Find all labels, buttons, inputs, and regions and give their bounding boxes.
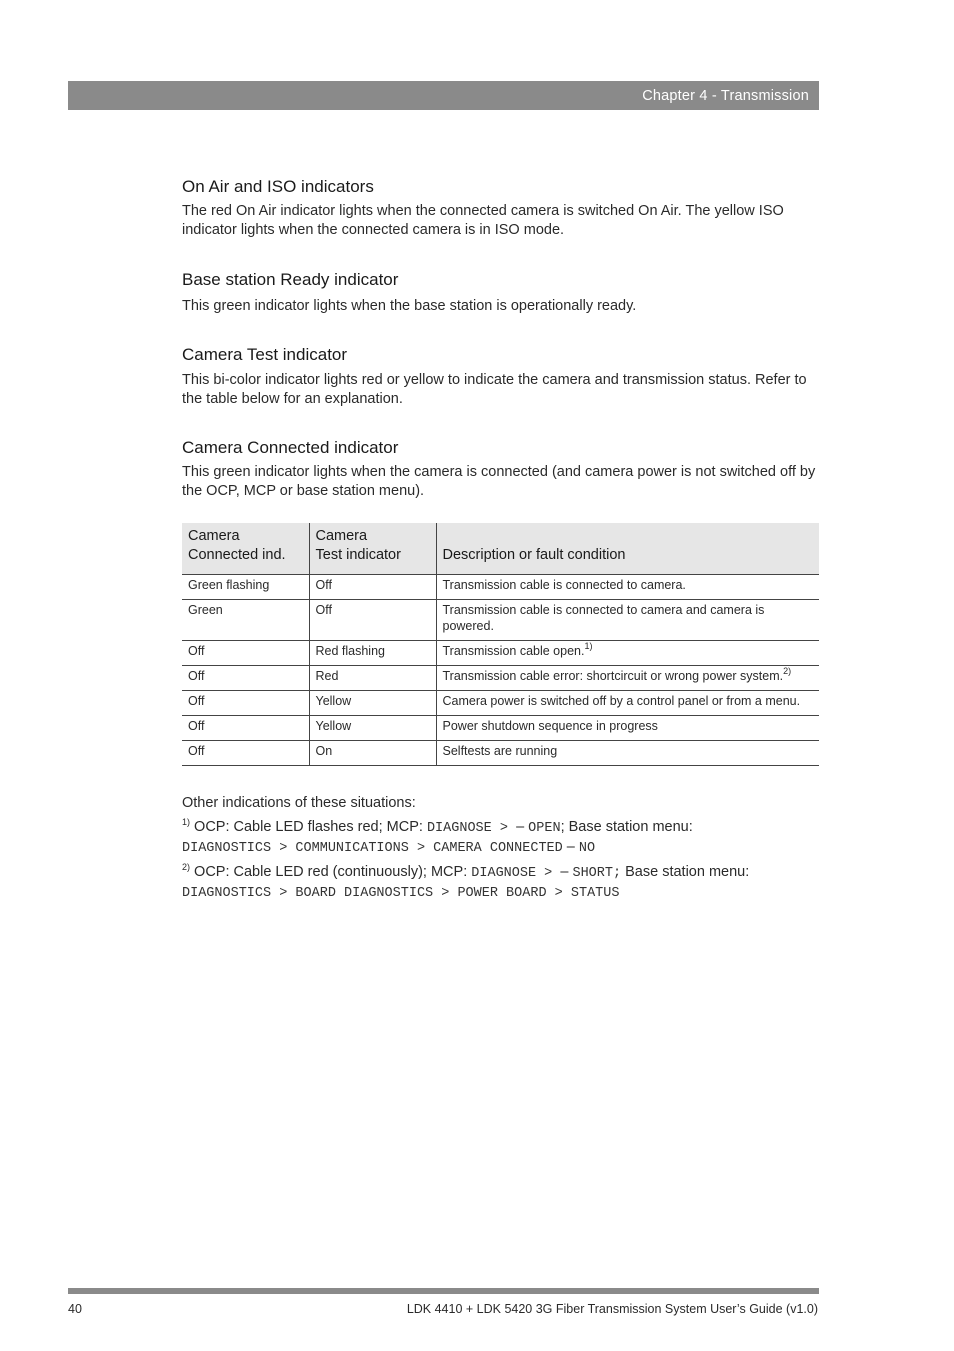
- section-title-on-air-iso: On Air and ISO indicators: [182, 177, 374, 196]
- header-camera-test: [309, 523, 436, 575]
- base-station-menu-path: DIAGNOSTICS > BOARD DIAGNOSTICS > POWER BOARD > STATUS: [182, 886, 620, 901]
- section-title-base-station-ready: Base station Ready indicator: [182, 270, 399, 289]
- header-line: Description or fault condition: [442, 547, 626, 563]
- footnote-marker: 1): [182, 817, 191, 827]
- mcp-menu-path: DIAGNOSE >: [471, 866, 561, 881]
- section-body-camera-test: This bi-color indicator lights red or yellow to indicate the camera and transmission status. Refer to the table below for an explanation.: [182, 372, 807, 407]
- footnote-ref: 1): [584, 641, 593, 651]
- description-text: Camera power is switched off by a control panel or from a menu.: [442, 694, 801, 708]
- table-row: [182, 741, 819, 766]
- header-line: Test indicator: [315, 547, 401, 563]
- footnote-ref: 2): [783, 666, 792, 676]
- chapter-title: Chapter 4 - Transmission: [642, 88, 809, 104]
- mcp-value: OPEN: [528, 821, 561, 836]
- cell-description: [436, 600, 819, 641]
- cell-camera-test: Off: [309, 600, 436, 641]
- footnote-text: OCP: Cable LED red (continuously); MCP:: [190, 864, 472, 880]
- description-text: Transmission cable is connected to camera and camera is powered.: [442, 603, 765, 633]
- page-content: [182, 0, 819, 1351]
- table-row: [182, 716, 819, 741]
- section-body-on-air-iso: The red On Air indicator lights when the connected camera is switched On Air. The yellow ISO indicator lights when the connected camera is in ISO mode.: [182, 203, 784, 238]
- cell-camera-test: On: [309, 741, 436, 766]
- cell-description: [436, 666, 819, 691]
- footnote-text: OCP: Cable LED flashes red; MCP:: [190, 819, 427, 835]
- cell-camera-connected: Off: [182, 666, 309, 691]
- separator: –: [516, 819, 529, 835]
- cell-camera-test: Yellow: [309, 691, 436, 716]
- table-row: [182, 691, 819, 716]
- footnote-1: [182, 818, 819, 858]
- cell-camera-connected: Off: [182, 641, 309, 666]
- cell-camera-test: Red flashing: [309, 641, 436, 666]
- indicator-fault-table: [182, 523, 819, 766]
- section-title-camera-test: Camera Test indicator: [182, 345, 348, 364]
- header-line: Connected ind.: [188, 547, 286, 563]
- header-line: Camera: [188, 528, 240, 544]
- cell-camera-connected: Green flashing: [182, 575, 309, 600]
- description-text: Power shutdown sequence in progress: [442, 719, 658, 733]
- table-row: [182, 641, 819, 666]
- cell-description: [436, 575, 819, 600]
- base-station-menu-path: DIAGNOSTICS > COMMUNICATIONS > CAMERA CONNECTED: [182, 841, 563, 856]
- mcp-menu-path: DIAGNOSE >: [426, 821, 517, 836]
- description-text: Transmission cable is connected to camera.: [442, 578, 686, 592]
- cell-camera-test: Yellow: [309, 716, 436, 741]
- cell-camera-test: Off: [309, 575, 436, 600]
- header-description: [436, 523, 819, 575]
- section-title-camera-connected: Camera Connected indicator: [182, 438, 399, 457]
- table-header-row: [182, 523, 819, 575]
- cell-camera-connected: Off: [182, 741, 309, 766]
- cell-camera-connected: Green: [182, 600, 309, 641]
- cell-camera-connected: Off: [182, 716, 309, 741]
- section-body-camera-connected: This green indicator lights when the camera is connected (and camera power is not switched off by the OCP, MCP or base station menu).: [182, 464, 816, 499]
- separator: –: [562, 839, 579, 855]
- cell-camera-test: Red: [309, 666, 436, 691]
- footnote-text: Base station menu:: [621, 864, 750, 880]
- header-camera-connected: [182, 523, 309, 575]
- footer-rule: [68, 1288, 819, 1294]
- table-row: [182, 600, 819, 641]
- footnote-marker: 2): [182, 862, 191, 872]
- description-text: Transmission cable open.: [442, 644, 585, 658]
- notes-intro: Other indications of these situations:: [182, 795, 416, 811]
- table-row: [182, 666, 819, 691]
- cell-description: [436, 691, 819, 716]
- header-line: Camera: [315, 528, 368, 544]
- mcp-value: SHORT;: [572, 866, 622, 881]
- menu-value: NO: [578, 841, 596, 856]
- cell-description: [436, 716, 819, 741]
- separator: –: [560, 864, 573, 880]
- footnote-text: ; Base station menu:: [560, 819, 693, 835]
- cell-camera-connected: Off: [182, 691, 309, 716]
- section-body-base-station-ready: This green indicator lights when the base station is operationally ready.: [182, 298, 637, 314]
- footnote-2: [182, 863, 819, 903]
- table-row: [182, 575, 819, 600]
- cell-description: [436, 741, 819, 766]
- cell-description: [436, 641, 819, 666]
- description-text: Transmission cable error: shortcircuit or wrong power system.: [442, 669, 784, 683]
- description-text: Selftests are running: [442, 744, 558, 758]
- document-title: LDK 4410 + LDK 5420 3G Fiber Transmission System User’s Guide (v1.0): [406, 1302, 818, 1316]
- page-number: 40: [68, 1302, 82, 1316]
